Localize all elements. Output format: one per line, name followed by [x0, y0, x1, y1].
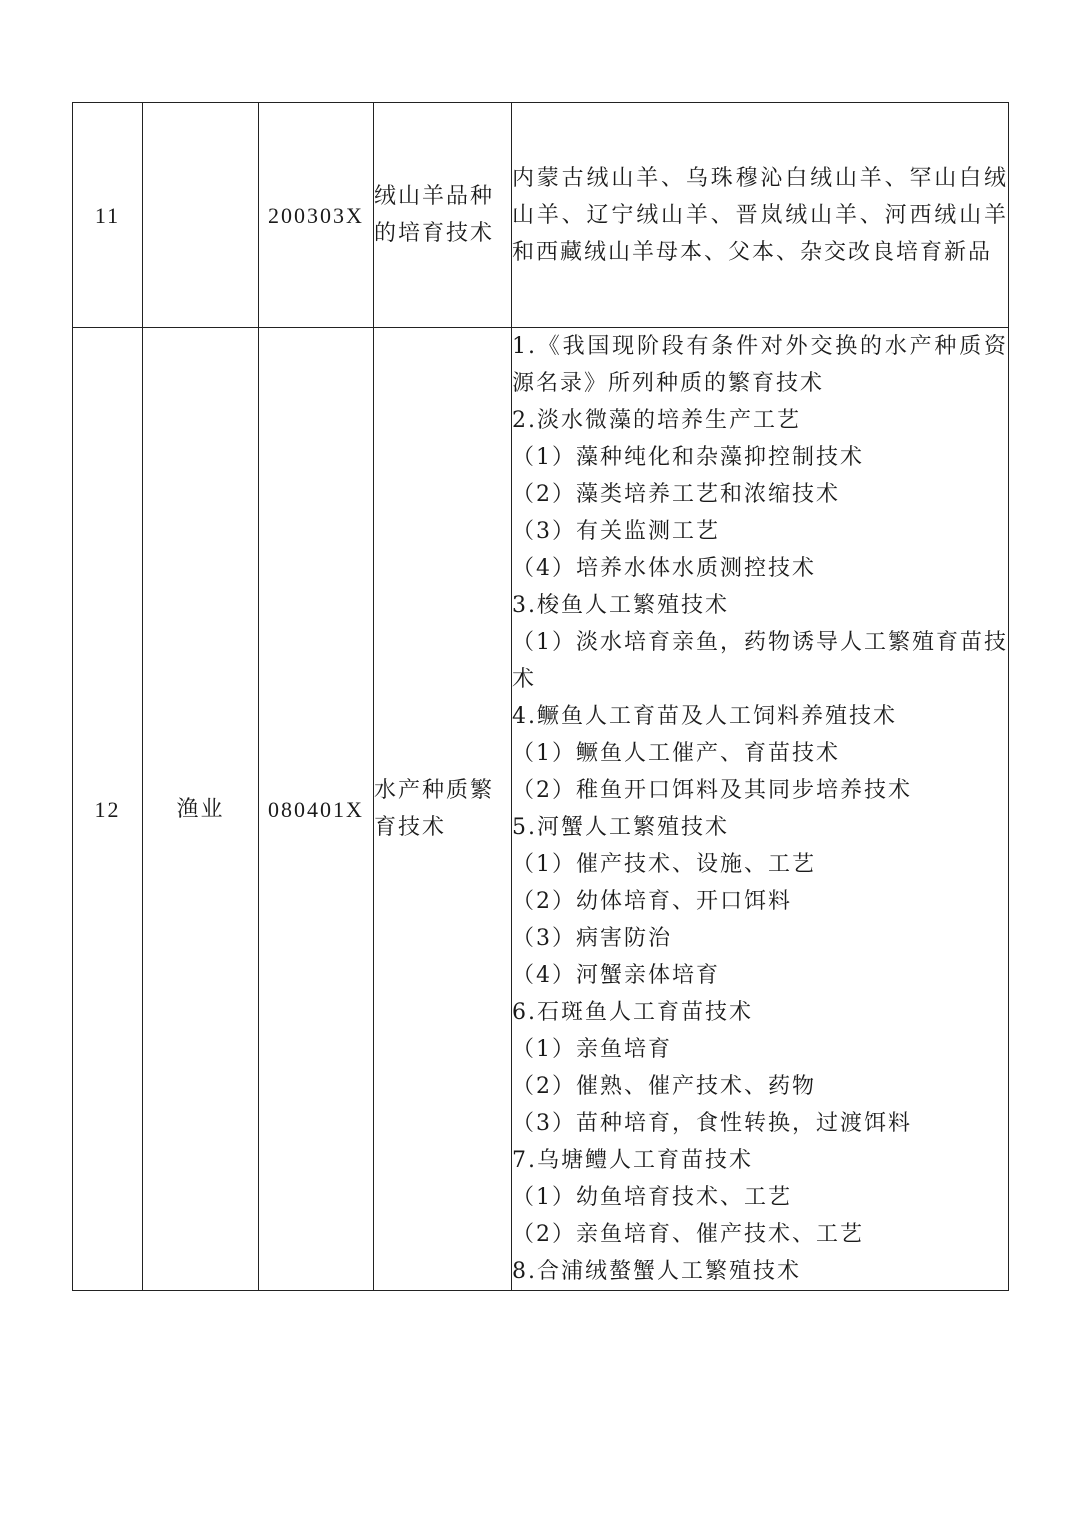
- content-line: （1）藻种纯化和杂藻抑控制技术: [512, 445, 864, 470]
- content-line: （1）鳜鱼人工催产、育苗技术: [512, 741, 840, 766]
- row-number: 11: [73, 103, 143, 328]
- content-line: （2）稚鱼开口饵料及其同步培养技术: [512, 778, 912, 803]
- content-line: 7.乌塘鳢人工育苗技术: [512, 1148, 753, 1173]
- content-line: 2.淡水微藻的培养生产工艺: [512, 408, 801, 433]
- technology-content-cell: [512, 328, 1009, 1291]
- code-cell: 080401X: [259, 328, 374, 1291]
- content-line: 6.石斑鱼人工育苗技术: [512, 1000, 753, 1025]
- content-line: 5.河蟹人工繁殖技术: [512, 815, 729, 840]
- content-line: （3）病害防治: [512, 926, 672, 951]
- content-line: （3）有关监测工艺: [512, 519, 720, 544]
- content-line: （2）藻类培养工艺和浓缩技术: [512, 482, 840, 507]
- technology-name-cell: 水产种质繁育技术: [374, 328, 512, 1291]
- content-line: （2）幼体培育、开口饵料: [512, 889, 792, 914]
- content-line: （1）亲鱼培育: [512, 1037, 672, 1062]
- table-row: [73, 103, 1009, 328]
- content-line: （4）培养水体水质测控技术: [512, 556, 816, 581]
- row-number: 12: [73, 328, 143, 1291]
- technology-name-cell: 绒山羊品种的培育技术: [374, 103, 512, 328]
- content-line: （2）亲鱼培育、催产技术、工艺: [512, 1222, 864, 1247]
- industry-cell: [143, 103, 259, 328]
- content-line: 4.鳜鱼人工育苗及人工饲料养殖技术: [512, 704, 897, 729]
- technology-content-cell: [512, 103, 1009, 328]
- code-cell: 200303X: [259, 103, 374, 328]
- content-line: （2）催熟、催产技术、药物: [512, 1074, 816, 1099]
- industry-cell: 渔业: [143, 328, 259, 1291]
- content-line: （4）河蟹亲体培育: [512, 963, 720, 988]
- content-line: 8.合浦绒螯蟹人工繁殖技术: [512, 1259, 801, 1284]
- table-row: [73, 328, 1009, 1291]
- content-line: （1）催产技术、设施、工艺: [512, 852, 816, 877]
- content-line: （3）苗种培育，食性转换，过渡饵料: [512, 1111, 912, 1136]
- content-line: 内蒙古绒山羊、乌珠穆沁白绒山羊、罕山白绒山羊、辽宁绒山羊、晋岚绒山羊、河西绒山羊和西藏绒山羊母本、父本、杂交改良培育新品: [512, 165, 1008, 265]
- content-line: （1）淡水培育亲鱼，药物诱导人工繁殖育苗技术: [512, 630, 1008, 692]
- content-line: （1）幼鱼培育技术、工艺: [512, 1185, 792, 1210]
- content-line: 3.梭鱼人工繁殖技术: [512, 593, 729, 618]
- content-line: 1.《我国现阶段有条件对外交换的水产种质资源名录》所列种质的繁育技术: [512, 334, 1008, 396]
- technology-table: [72, 102, 1009, 1291]
